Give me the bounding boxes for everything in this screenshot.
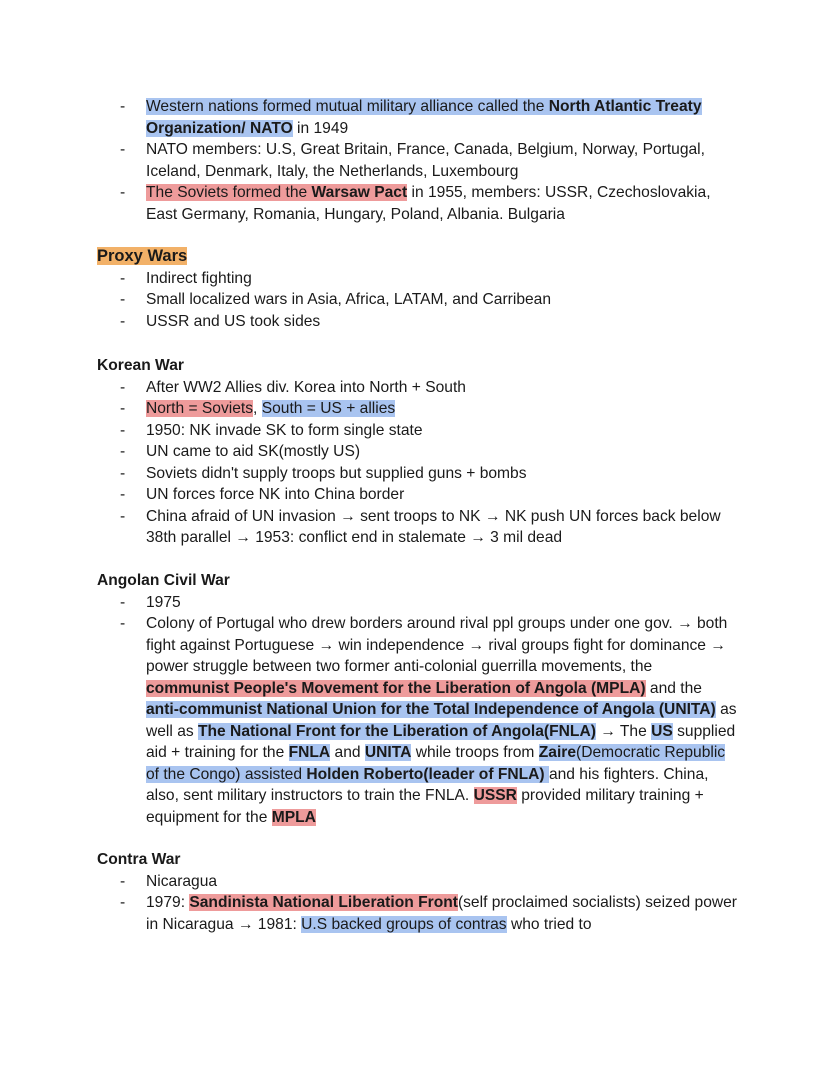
- highlighted-text: Zaire: [538, 744, 577, 761]
- text-run: in 1955, members: USSR, Czechoslovakia, East Germany, Romania, Hungary, Poland, Albania. Bulgaria: [146, 184, 711, 223]
- proxy-wars-list: [97, 268, 737, 333]
- highlighted-text: Warsaw Pact: [311, 184, 408, 201]
- highlighted-text: US: [651, 722, 673, 740]
- list-item: [97, 463, 737, 485]
- list-item: [97, 311, 737, 333]
- text-run: USSR and US took sides: [146, 312, 321, 330]
- text-run: and his fighters. China, also, sent military instructors to train the FNLA.: [146, 765, 709, 804]
- contra-war-heading: Contra War: [97, 851, 181, 868]
- list-item: [97, 484, 737, 506]
- list-item: [97, 398, 737, 420]
- angolan-war-heading: Angolan Civil War: [97, 572, 230, 589]
- highlighted-text: North = Soviets: [146, 400, 254, 417]
- list-item: [97, 182, 737, 225]
- highlighted-text: anti-communist National Union for the Total Independence of Angola (UNITA): [146, 701, 716, 718]
- text-run: provided military training + equipment for the: [146, 787, 704, 826]
- text-run: Colony of Portugal who drew borders around rival ppl groups under one gov. → both fight against Portuguese → win independence → rival groups fight for dominance → power struggle between two former anti-colonial guerrilla movements, the: [146, 615, 728, 675]
- highlighted-text: UNITA: [364, 744, 412, 761]
- text-run: while troops from: [411, 744, 539, 761]
- text-run: UN forces force NK into China border: [146, 486, 405, 503]
- highlighted-text: The Soviets formed the: [146, 184, 312, 201]
- text-run: 1975: [146, 593, 181, 611]
- highlighted-text: MPLA: [271, 808, 316, 826]
- text-run: ,: [253, 400, 262, 417]
- list-item: [97, 871, 737, 893]
- text-run: Indirect fighting: [146, 269, 252, 287]
- text-run: NATO members: U.S, Great Britain, France, Canada, Belgium, Norway, Portugal, Iceland, Denmark, Italy, the Netherlands, Luxembourg: [146, 141, 705, 180]
- highlighted-text: Western nations formed mutual military alliance called the: [146, 98, 549, 115]
- proxy-wars-heading: Proxy Wars: [97, 247, 188, 265]
- text-run: UN came to aid SK(mostly US): [146, 443, 361, 460]
- nato-list: [97, 96, 737, 225]
- text-run: Soviets didn't supply troops but supplied guns + bombs: [146, 464, 527, 482]
- korean-war-heading: Korean War: [97, 357, 184, 374]
- highlighted-text: U.S backed groups of contras: [301, 915, 507, 933]
- list-item: [97, 377, 737, 399]
- contra-war-list: [97, 871, 737, 936]
- text-run: After WW2 Allies div. Korea into North + South: [146, 378, 466, 396]
- nato-section: [97, 96, 737, 225]
- list-item: [97, 139, 737, 182]
- list-item: [97, 420, 737, 442]
- list-item: [97, 506, 737, 549]
- highlighted-text: FNLA: [288, 744, 331, 761]
- proxy-wars-section: [97, 246, 737, 332]
- highlighted-text: Sandinista National Liberation Front: [189, 894, 458, 911]
- text-run: 1950: NK invade SK to form single state: [146, 421, 423, 439]
- list-item: [97, 96, 737, 139]
- text-run: and: [330, 744, 365, 761]
- text-run: 1979:: [146, 894, 190, 911]
- highlighted-text: communist People's Movement for the Liberation of Angola (MPLA): [146, 679, 646, 697]
- contra-war-section: [97, 849, 737, 935]
- angolan-war-section: [97, 570, 737, 828]
- highlighted-text: South = US + allies: [261, 400, 396, 417]
- text-run: supplied aid + training for the: [146, 722, 736, 761]
- list-item: [97, 892, 737, 935]
- list-item: [97, 289, 737, 311]
- korean-war-list: [97, 377, 737, 549]
- text-run: (self proclaimed socialists) seized power in Nicaragua → 1981:: [146, 894, 737, 933]
- list-item: [97, 441, 737, 463]
- angolan-war-list: [97, 592, 737, 829]
- list-item: [97, 268, 737, 290]
- highlighted-text: (Democratic Republic of the Congo) assisted: [146, 744, 726, 783]
- highlighted-text: Holden Roberto(leader of FNLA): [306, 765, 545, 783]
- text-run: → The: [595, 722, 652, 740]
- text-run: Nicaragua: [146, 872, 218, 890]
- list-item: [97, 613, 737, 828]
- text-run: who tried to: [506, 915, 592, 933]
- text-run: in 1949: [292, 119, 349, 137]
- list-item: [97, 592, 737, 614]
- text-run: Small localized wars in Asia, Africa, LATAM, and Carribean: [146, 291, 552, 308]
- text-run: as well as: [146, 701, 737, 740]
- highlighted-text: USSR: [473, 787, 517, 804]
- highlighted-text: North Atlantic Treaty Organization/ NATO: [146, 98, 702, 137]
- text-run: and the: [645, 679, 702, 697]
- korean-war-section: [97, 355, 737, 549]
- text-run: China afraid of UN invasion → sent troops to NK → NK push UN forces back below 38th parallel → 1953: conflict end in stalemate → 3 mil dead: [146, 507, 721, 546]
- highlighted-text: The National Front for the Liberation of Angola(FNLA): [198, 722, 596, 740]
